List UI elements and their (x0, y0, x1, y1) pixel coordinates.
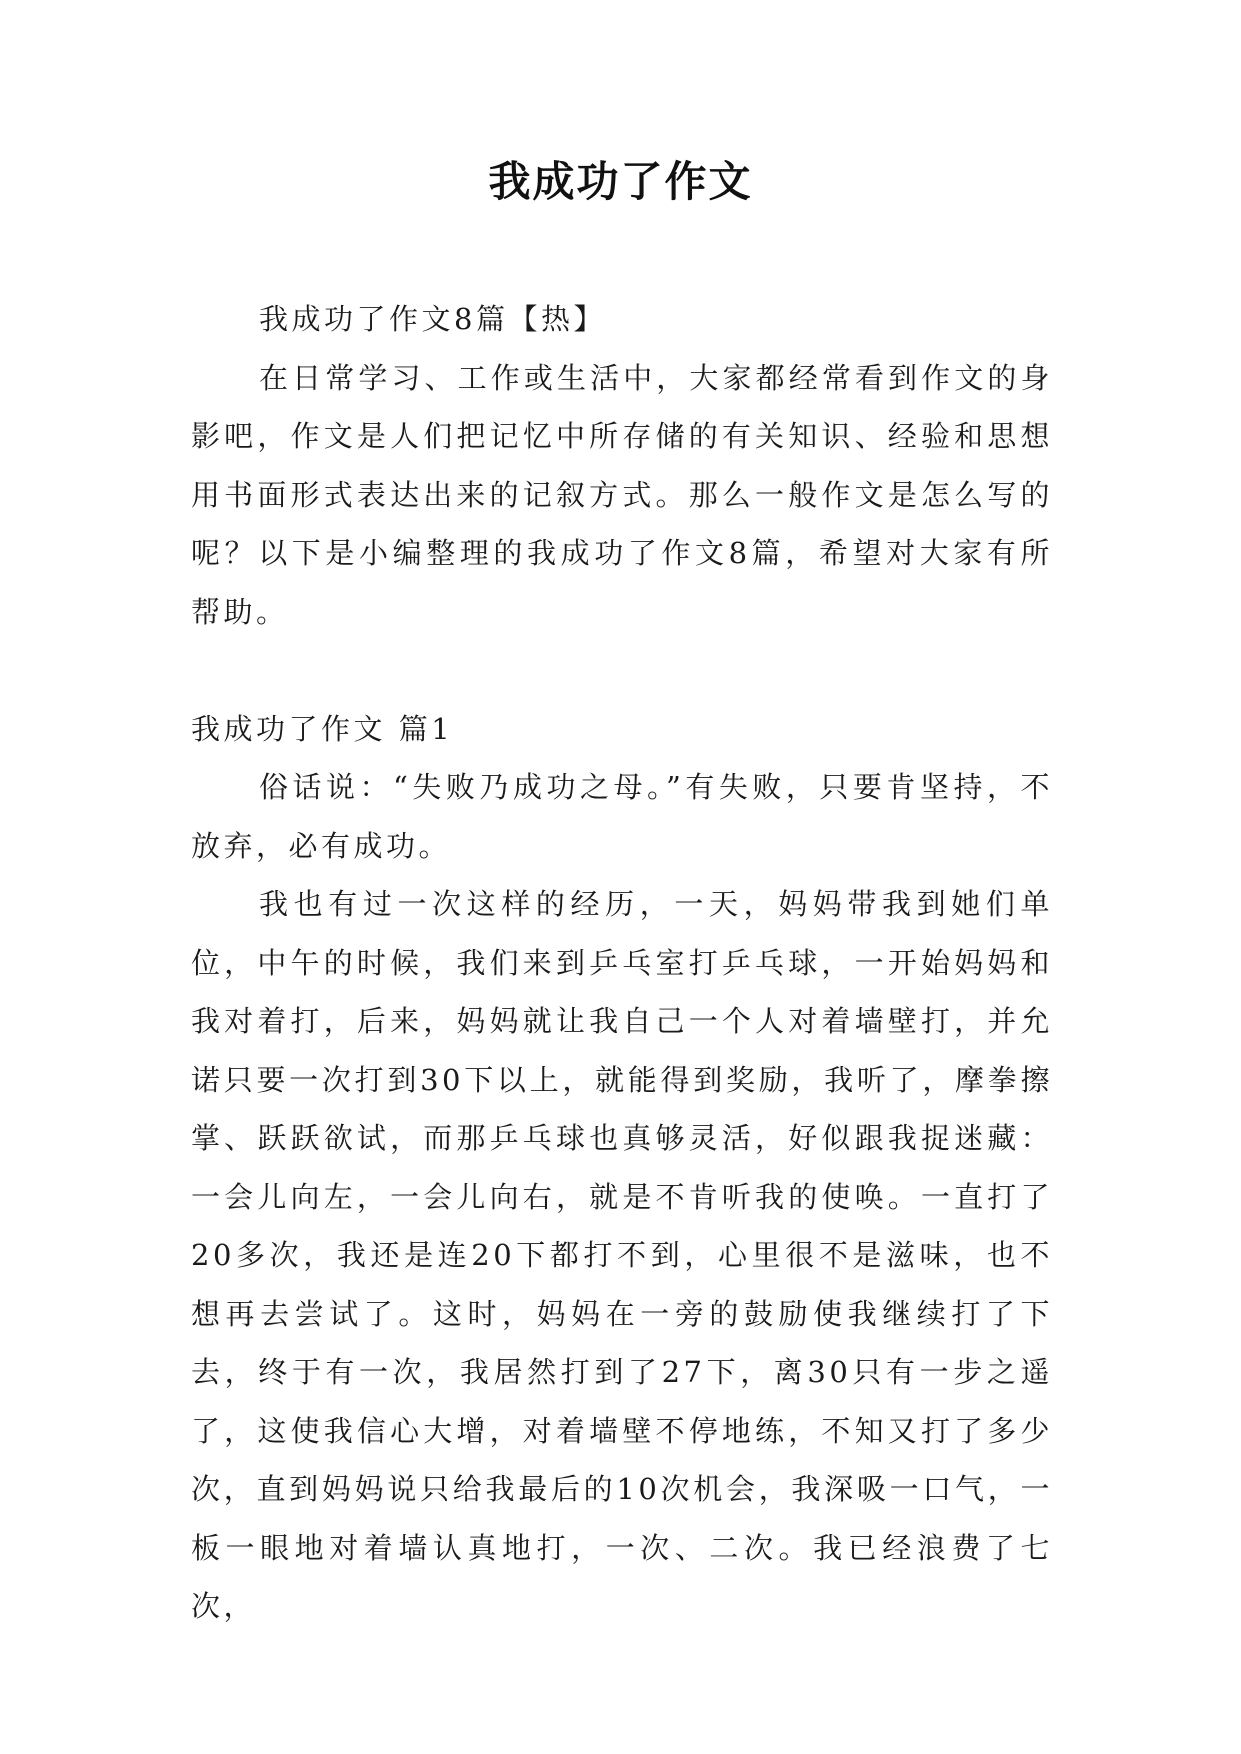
document-subtitle: 我成功了作文8篇【热】 (259, 302, 606, 336)
document-title: 我成功了作文 (488, 157, 753, 206)
document-body (191, 290, 1053, 1636)
intro-paragraph: 在日常学习、工作或生活中，大家都经常看到作文的身影吧，作文是人们把记忆中所存储的有关知识、经验和思想用书面形式表达出来的记叙方式。那么一般作文是怎么写的呢？以下是小编整理的我成功了作文8篇，希望对大家有所帮助。 (191, 360, 1053, 629)
body-paragraph-2: 我也有过一次这样的经历，一天，妈妈带我到她们单位，中午的时候，我们来到乒乓室打乒乓球，一开始妈妈和我对着打，后来，妈妈就让我自己一个人对着墙壁打，并允诺只要一次打到30下以上，就能得到奖励，我听了，摩拳擦掌、跃跃欲试，而那乒乓球也真够灵活，好似跟我捉迷藏：一会儿向左，一会儿向右，就是不肯听我的使唤。一直打了20多次，我还是连20下都打不到，心里很不是滋味，也不想再去尝试了。这时，妈妈在一旁的鼓励使我继续打了下去，终于有一次，我居然打到了27下，离30只有一步之遥了，这使我信心大增，对着墙壁不停地练，不知又打了多少次，直到妈妈说只给我最后的10次机会，我深吸一口气，一板一眼地对着墙认真地打，一次、二次。我已经浪费了七次， (191, 887, 1053, 1623)
section-heading: 我成功了作文 篇1 (191, 711, 454, 746)
body-paragraph-1: 俗话说：“失败乃成功之母。”有失败，只要肯坚持，不放弃，必有成功。 (191, 770, 1053, 863)
paragraph-gap (191, 641, 1053, 700)
